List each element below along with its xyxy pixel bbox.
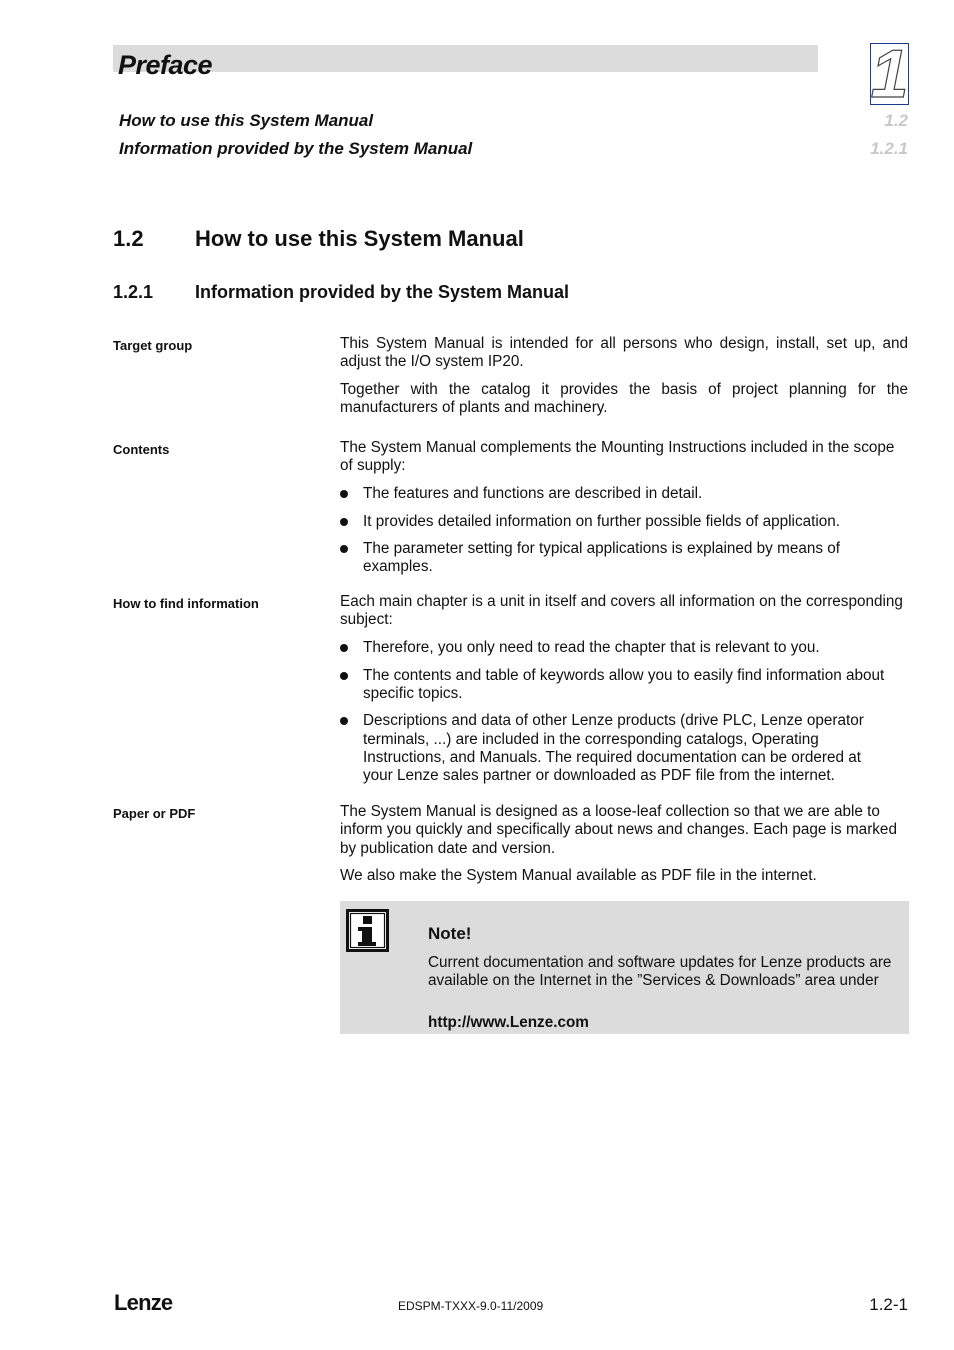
header-subtitle-section: How to use this System Manual [119,111,374,130]
bullet-icon [340,490,348,498]
page-number: 1.2-1 [869,1295,908,1314]
list-item-text: The features and functions are described in detail. [363,485,703,502]
list-item-text: Therefore, you only need to read the chapter that is relevant to you. [363,639,820,656]
note-box [340,901,909,1034]
list-item-text: It provides detailed information on further possible fields of application. [363,512,841,530]
contents-label: Contents [113,442,170,457]
document-id: EDSPM-TXXX-9.0-11/2009 [398,1299,544,1313]
note-url-link[interactable]: http://www.Lenze.com [428,1014,589,1031]
subsection-number: 1.2.1 [113,282,154,302]
target-group-paragraph-2: Together with the catalog it provides the basis of project planning for the manufacturers of plants and machinery. [340,381,908,417]
bullet-icon [340,717,348,725]
note-heading: Note! [428,924,472,943]
list-item [340,712,885,785]
how-to-find-bullet-list [340,639,885,795]
contents-bullet-list [340,485,885,586]
how-to-find-paragraph: Each main chapter is a unit in itself and covers all information on the corresponding subject: [340,593,903,629]
target-group-paragraph-1: This System Manual is intended for all persons who design, install, set up, and adjust the I/O system IP20. [340,335,908,371]
bullet-icon [340,545,348,553]
contents-paragraph: The System Manual complements the Mounting Instructions included in the scope of supply: [340,439,895,475]
header-section-number: 1.2 [884,111,908,130]
note-text: Current documentation and software updates for Lenze products are available on the Internet in the ”Services & Downloads” area under [428,954,892,990]
subsection-title: Information provided by the System Manual [195,282,570,302]
chapter-title: Preface [118,50,213,80]
how-to-find-label: How to find information [113,596,259,611]
list-item-text: The parameter setting for typical applications is explained by means of examples. [363,540,841,576]
list-item [340,667,885,704]
bullet-icon [340,644,348,652]
list-item [340,485,885,503]
list-item-text: Descriptions and data of other Lenze products (drive PLC, Lenze operator terminals, ...) are included in the corresponding catalogs, Operating Instructions, and Manuals. The required documentation can be ordered at your Lenze sales partner or downloaded as PDF file from the internet. [363,712,864,785]
header-bar [113,45,818,72]
list-item [340,639,885,657]
bullet-icon [340,518,348,526]
section-number: 1.2 [113,226,144,251]
header-subsection-number: 1.2.1 [870,139,908,158]
target-group-label: Target group [113,338,193,353]
lenze-logo: Lenze [114,1290,173,1315]
paper-or-pdf-label: Paper or PDF [113,806,196,821]
bullet-icon [340,672,348,680]
header-subtitle-subsection: Information provided by the System Manual [119,139,473,158]
list-item [340,540,885,577]
list-item [340,513,885,531]
section-title: How to use this System Manual [195,226,524,251]
paper-or-pdf-paragraph-2: We also make the System Manual available as PDF file in the internet. [340,867,817,884]
info-icon [346,909,389,952]
list-item-text: The contents and table of keywords allow you to easily find information about specific topics. [363,666,885,702]
chapter-tab [870,43,909,105]
paper-or-pdf-paragraph-1: The System Manual is designed as a loose-leaf collection so that we are able to inform you quickly and specifically about news and changes. Each page is marked by publication date and version. [340,803,897,857]
chapter-number: 1 [870,43,909,105]
